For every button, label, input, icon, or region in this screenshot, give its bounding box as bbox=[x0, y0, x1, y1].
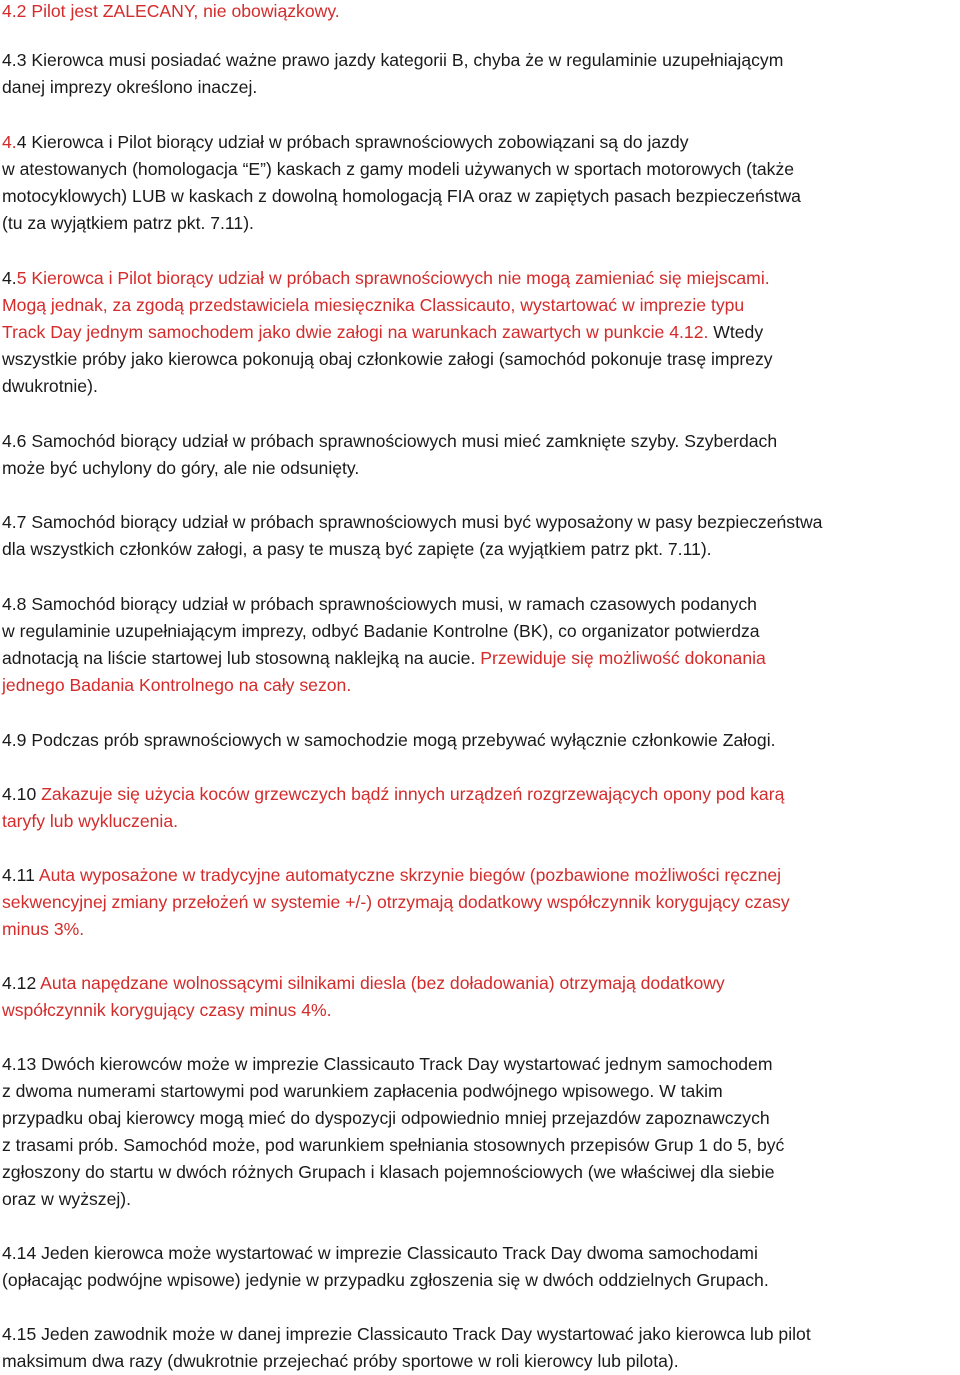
text-line: 4.13 Dwóch kierowców może w imprezie Classicauto Track Day wystartować jednym samochodem bbox=[2, 1054, 773, 1074]
text-line: 4.7 Samochód biorący udział w próbach sprawnościowych musi być wyposażony w pasy bezpieczeństwa bbox=[2, 512, 823, 532]
text-line: przypadku obaj kierowcy mogą mieć do dyspozycji odpowiednio mniej przejazdów zapoznawczych bbox=[2, 1108, 770, 1128]
text-line: taryfy lub wykluczenia. bbox=[2, 811, 179, 831]
paragraph-4-5 bbox=[2, 265, 952, 400]
text-line: Mogą jednak, za zgodą przedstawiciela miesięcznika Classicauto, wystartować w imprezie typu bbox=[2, 295, 745, 315]
text-line: jednego Badania Kontrolnego na cały sezon. bbox=[2, 675, 352, 695]
text-line: minus 3%. bbox=[2, 919, 85, 939]
paragraph-4-14 bbox=[2, 1240, 952, 1294]
text-line: Track Day jednym samochodem jako dwie załogi na warunkach zawartych w punkcie 4.12. Wtedy bbox=[2, 322, 764, 342]
text-line: motocyklowych) LUB w kaskach z dowolną homologacją FIA oraz w zapiętych pasach bezpieczeństwa bbox=[2, 186, 801, 206]
text-line: (tu za wyjątkiem patrz pkt. 7.11). bbox=[2, 213, 254, 233]
text-line: 4.6 Samochód biorący udział w próbach sprawnościowych musi mieć zamknięte szyby. Szyberdach bbox=[2, 431, 778, 451]
text-line: współczynnik korygujący czasy minus 4%. bbox=[2, 1000, 332, 1020]
text-line: może być uchylony do góry, ale nie odsunięty. bbox=[2, 458, 360, 478]
paragraph-4-9 bbox=[2, 727, 952, 754]
text-line: 4.2 Pilot jest ZALECANY, nie obowiązkowy. bbox=[2, 1, 340, 21]
text-line: 4.3 Kierowca musi posiadać ważne prawo jazdy kategorii B, chyba że w regulaminie uzupełniającym bbox=[2, 50, 784, 70]
text-line: wszystkie próby jako kierowca pokonują obaj członkowie załogi (samochód pokonuje trasę imprezy bbox=[2, 349, 773, 369]
paragraph-4-8 bbox=[2, 591, 952, 699]
text-line: 4.12 Auta napędzane wolnossącymi silnikami diesla (bez doładowania) otrzymają dodatkowy bbox=[2, 973, 725, 993]
text-line: 4.10 Zakazuje się użycia koców grzewczych bądź innych urządzeń rozgrzewających opony pod karą bbox=[2, 784, 785, 804]
text-line: 4.14 Jeden kierowca może wystartować w imprezie Classicauto Track Day dwoma samochodami bbox=[2, 1243, 758, 1263]
text-line: danej imprezy określono inaczej. bbox=[2, 77, 258, 97]
text-line: dla wszystkich członków załogi, a pasy te muszą być zapięte (za wyjątkiem patrz pkt. 7.11). bbox=[2, 539, 712, 559]
paragraph-4-13 bbox=[2, 1051, 952, 1213]
text-line: dwukrotnie). bbox=[2, 376, 98, 396]
text-line: w atestowanych (homologacja “E”) kaskach z gamy modeli używanych w sportach motorowych (także bbox=[2, 159, 795, 179]
paragraph-4-2 bbox=[2, 0, 952, 25]
paragraph-4-12 bbox=[2, 970, 952, 1024]
text-line: adnotacją na liście startowej lub stosowną naklejką na aucie. Przewiduje się możliwość dokonania bbox=[2, 648, 766, 668]
paragraph-4-7 bbox=[2, 509, 952, 563]
text-line: 4.9 Podczas prób sprawnościowych w samochodzie mogą przebywać wyłącznie członkowie Załogi. bbox=[2, 730, 776, 750]
paragraph-4-6 bbox=[2, 428, 952, 482]
text-line: oraz w wyższej). bbox=[2, 1189, 132, 1209]
paragraph-4-11 bbox=[2, 862, 952, 943]
text-line: maksimum dwa razy (dwukrotnie przejechać próby sportowe w roli kierowcy lub pilota). bbox=[2, 1351, 679, 1371]
text-line: zgłoszony do startu w dwóch różnych Grupach i klasach pojemnościowych (we właściwej dla siebie bbox=[2, 1162, 775, 1182]
text-line: 4.4 Kierowca i Pilot biorący udział w próbach sprawnościowych zobowiązani są do jazdy bbox=[2, 132, 689, 152]
text-line: sekwencyjnej zmiany przełożeń w systemie +/-) otrzymają dodatkowy współczynnik korygujący czasy bbox=[2, 892, 790, 912]
text-line: (opłacając podwójne wpisowe) jedynie w przypadku zgłoszenia się w dwóch oddzielnych Grupach. bbox=[2, 1270, 769, 1290]
paragraph-4-3 bbox=[2, 47, 952, 101]
paragraph-4-4 bbox=[2, 129, 952, 237]
text-line: w regulaminie uzupełniającym imprezy, odbyć Badanie Kontrolne (BK), co organizator potwierdza bbox=[2, 621, 760, 641]
text-line: 4.15 Jeden zawodnik może w danej imprezie Classicauto Track Day wystartować jako kierowca lub pilot bbox=[2, 1324, 811, 1344]
text-line: 4.11 Auta wyposażone w tradycyjne automatyczne skrzynie biegów (pozbawione możliwości ręcznej bbox=[2, 865, 782, 885]
text-line: z trasami prób. Samochód może, pod warunkiem spełniania stosownych przepisów Grup 1 do 5, być bbox=[2, 1135, 785, 1155]
paragraph-4-15 bbox=[2, 1321, 952, 1375]
text-line: 4.5 Kierowca i Pilot biorący udział w próbach sprawnościowych nie mogą zamieniać się miejscami. bbox=[2, 268, 770, 288]
text-line: z dwoma numerami startowymi pod warunkiem zapłacenia podwójnego wpisowego. W takim bbox=[2, 1081, 723, 1101]
paragraph-4-10 bbox=[2, 781, 952, 835]
text-line: 4.8 Samochód biorący udział w próbach sprawnościowych musi, w ramach czasowych podanych bbox=[2, 594, 757, 614]
